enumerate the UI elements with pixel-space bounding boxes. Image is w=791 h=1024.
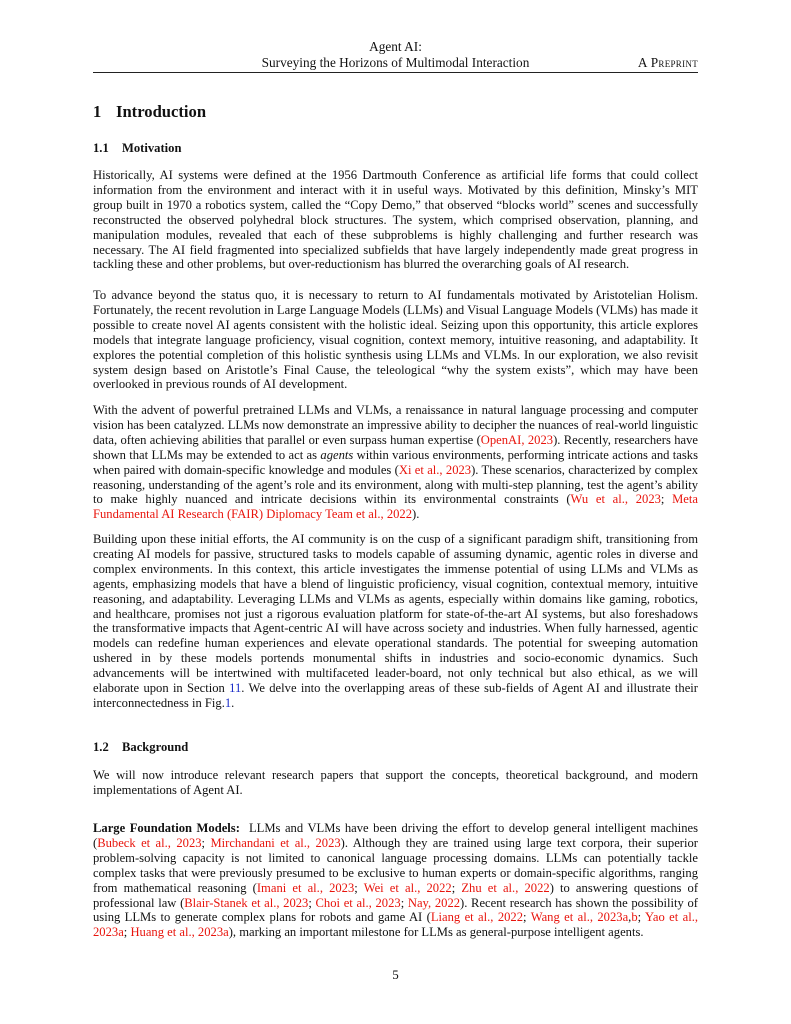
header-rule	[93, 72, 698, 73]
paragraph-history: Historically, AI systems were defined at the 1956 Dartmouth Conference as artificial life forms that could collect information from the environment and interact with it in useful ways. Motivated by this definition, Minsky’s MIT group built in 1970 a robotics system, called the “Copy Demo,” that observed “blocks world” scenes and successfully reconstructed the observed polyhedral block structures. The system, which comprised observation, planning, and manipulation modules, revealed that each of these subproblems is highly challenging and further research was necessary. The AI field fragmented into specialized subfields that have largely independently made great progress in tackling these and other problems, but over-reductionism has blurred the overarching goals of AI research.	[93, 168, 698, 272]
subsection-title: Background	[122, 740, 189, 754]
subsection-title: Motivation	[122, 141, 182, 155]
citation-link[interactable]: Mirchandani et al., 2023	[210, 835, 341, 850]
citation-link[interactable]: Choi et al., 2023	[315, 895, 401, 910]
figure-reference-link[interactable]: 1	[224, 695, 232, 710]
citation-link[interactable]: Bubeck et al., 2023	[97, 835, 202, 850]
subsection-number: 1.2	[93, 740, 109, 754]
citation-link[interactable]: Zhu et al., 2022	[461, 880, 550, 895]
subsection-number: 1.1	[93, 141, 109, 155]
page-number: 5	[392, 967, 399, 982]
paragraph-renaissance: With the advent of powerful pretrained LLMs and VLMs, a renaissance in natural language processing and computer vision has been catalyzed. LLMs now demonstrate an impressive ability to decipher the nuances of real-world linguistic data, often achieving abilities that parallel or even surpass human expertise (OpenAI, 2023). Recently, researchers have shown that LLMs may be extended to act as agents within various environments, performing intricate actions and tasks when paired with domain-specific knowledge and modules (Xi et al., 2023). These scenarios, characterized by complex reasoning, understanding of the agent’s role and its environment, along with multi-step planning, test the agent’s ability to make highly nuanced and intricate decisions within its environmental constraints (Wu et al., 2023; Meta Fundamental AI Research (FAIR) Diplomacy Team et al., 2022).	[93, 403, 698, 522]
citation-link[interactable]: Blair-Stanek et al., 2023	[184, 895, 309, 910]
citation-link[interactable]: b	[631, 910, 638, 925]
citation-link[interactable]: Huang et al., 2023a	[130, 925, 229, 940]
citation-link[interactable]: Wei et al., 2022	[363, 880, 452, 895]
citation-link[interactable]: Wu et al., 2023	[570, 492, 661, 507]
subsection-heading-motivation	[93, 140, 181, 156]
citation-link[interactable]: Wang et al., 2023a	[530, 910, 629, 925]
citation-link[interactable]: Xi et al., 2023	[398, 462, 472, 477]
citation-link[interactable]: Imani et al., 2023	[256, 880, 355, 895]
citation-link[interactable]: Yao et al., 2023a	[93, 910, 698, 940]
citation-link[interactable]: Liang et al., 2022	[430, 910, 524, 925]
citation-link[interactable]: OpenAI, 2023	[480, 432, 554, 447]
section-heading	[93, 102, 206, 122]
running-header-subtitle: Surveying the Horizons of Multimodal Interaction	[261, 55, 530, 70]
running-header-title: Agent AI:	[369, 39, 422, 54]
emphasis: agents	[320, 447, 354, 462]
section-title: Introduction	[116, 102, 207, 121]
section-number: 1	[93, 102, 102, 121]
citation-link[interactable]: Nay, 2022	[407, 895, 461, 910]
paragraph-paradigm-shift: Building upon these initial efforts, the AI community is on the cusp of a significant paradigm shift, transitioning from creating AI models for passive, structured tasks to models capable of assuming dynamic, agentic roles in diverse and complex environments. In this context, this article investigates the immense potential of using LLMs and VLMs as agents, emphasizing models that have a blend of linguistic proficiency, visual cognition, contextual memory, intuitive reasoning, and adaptability. Leveraging LLMs and VLMs as agents, especially within domains like gaming, robotics, and healthcare, promises not just a rigorous evaluation platform for state-of-the-art AI systems, but also foreshadows the transformative impacts that Agent-centric AI will have across society and industries. When fully harnessed, agentic models can redefine human experiences and elevate operational standards. The potential for sweeping automation ushered in by these models portends monumental shifts in industries and socio-economic dynamics. Such advancements will be intertwined with multifaceted leader-board, not only technical but also ethical, as we will elaborate upon in Section 11. We delve into the overlapping areas of these sub-fields of Agent AI and illustrate their interconnectedness in Fig.1.	[93, 532, 698, 710]
section-reference-link[interactable]: 11	[229, 681, 242, 696]
preprint-badge: A Preprint	[637, 55, 698, 70]
paragraph-foundation-models: Large Foundation Models: LLMs and VLMs have been driving the effort to develop general intelligent machines (Bubeck et al., 2023; Mirchandani et al., 2023). Although they are trained using large text corpora, their superior problem-solving capacity is not limited to canonical language processing domains. LLMs can potentially tackle complex tasks that were previously presumed to be exclusive to human experts or domain-specific algorithms, ranging from mathematical reasoning (Imani et al., 2023; Wei et al., 2022; Zhu et al., 2022) to answering questions of professional law (Blair-Stanek et al., 2023; Choi et al., 2023; Nay, 2022). Recent research has shown the possibility of using LLMs to generate complex plans for robots and game AI (Liang et al., 2022; Wang et al., 2023a,b; Yao et al., 2023a; Huang et al., 2023a), marking an important milestone for LLMs as general-purpose intelligent agents.	[93, 821, 702, 940]
paragraph-lead-heading: Large Foundation Models:	[93, 821, 240, 835]
subsection-heading-background	[93, 739, 188, 755]
paragraph-holism: To advance beyond the status quo, it is necessary to return to AI fundamentals motivated by Aristotelian Holism. Fortunately, the recent revolution in Large Language Models (LLMs) and Visual Language Models (VLMs) has made it possible to create novel AI agents consistent with the holistic ideal. Seizing upon this opportunity, this article explores models that integrate language proficiency, visual cognition, context memory, intuitive reasoning, and adaptability. It explores the potential completion of this holistic synthesis using LLMs and VLMs. In our exploration, we also revisit system design based on Aristotle’s Final Cause, the teleological “why the system exists”, which may have been overlooked in previous rounds of AI development.	[93, 288, 698, 392]
citation-link[interactable]: Meta Fundamental AI Research (FAIR) Diplomacy Team et al., 2022	[93, 492, 698, 522]
paragraph-background-intro: We will now introduce relevant research papers that support the concepts, theoretical background, and modern implementations of Agent AI.	[93, 768, 698, 797]
